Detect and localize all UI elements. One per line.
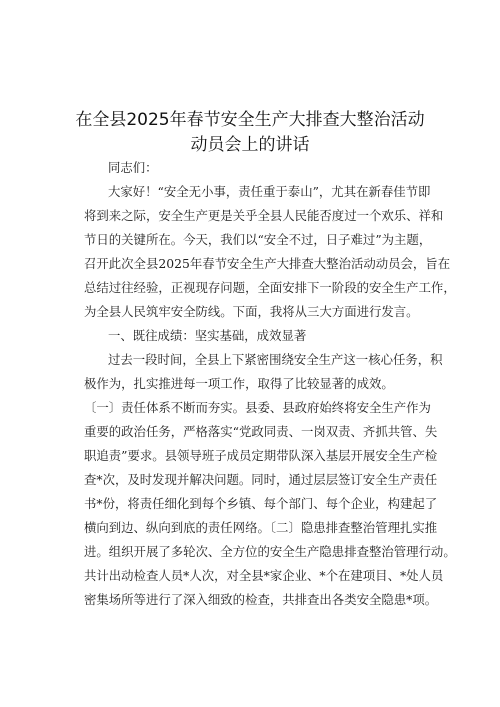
paragraph-line: 召开此次全县2025年春节安全生产大排查大整治活动动员会，旨在 <box>84 256 451 271</box>
paragraph-line: 进。组织开展了多轮次、全方位的安全生产隐患排查整治管理行动。 <box>84 544 456 559</box>
paragraph-line: 为全县人民筑牢安全防线。下面，我将从三大方面进行发言。 <box>84 304 419 319</box>
paragraph-line: 将到来之际，安全生产更是关乎全县人民能否度过一个欢乐、祥和 <box>84 208 444 223</box>
paragraph-line: 大家好！“安全无小事，责任重于泰山”，尤其在新春佳节即 <box>108 184 431 199</box>
section-heading: 一、既往成绩：坚实基础，成效显著 <box>108 328 307 343</box>
paragraph-line: 职追责”要求。县领导班子成员定期带队深入基层开展安全生产检 <box>84 448 438 463</box>
paragraph-line: 共计出动检查人员*人次，对全县*家企业、*个在建项目、*处人员 <box>84 568 444 583</box>
paragraph-line: 横向到边、纵向到底的责任网络。〔二〕隐患排查整治管理扎实推 <box>84 520 438 535</box>
paragraph-line: 〔一〕责任体系不断而夯实。县委、县政府始终将安全生产作为 <box>84 400 431 415</box>
paragraph-line: 节日的关键所在。今天，我们以“安全不过，日子难过”为主题， <box>84 232 432 247</box>
paragraph-line: 总结过往经验，正视现存问题，全面安排下一阶段的安全生产工作， <box>84 280 456 295</box>
paragraph-line: 重要的政治任务，严格落实“党政同责、一岗双责、齐抓共管、失 <box>84 424 438 439</box>
paragraph-line: 极作为，扎实推进每一项工作，取得了比较显著的成效。 <box>84 376 394 391</box>
document-title-line1: 在全县2025年春节安全生产大排查大整治活动 <box>75 110 425 130</box>
paragraph-line: 过去一段时间，全县上下紧密围绕安全生产这一核心任务，积 <box>108 352 443 367</box>
paragraph-line: 密集场所等进行了深入细致的检查，共排查出各类安全隐患*项。 <box>84 592 438 607</box>
document-title-line2: 动员会上的讲话 <box>190 135 310 155</box>
paragraph-line: 查*次，及时发现并解决问题。同时，通过层层签订安全生产责任 <box>84 472 438 487</box>
paragraph-line: 书*份，将责任细化到每个乡镇、每个部门、每个企业，构建起了 <box>84 496 438 511</box>
salutation: 同志们： <box>108 160 158 175</box>
